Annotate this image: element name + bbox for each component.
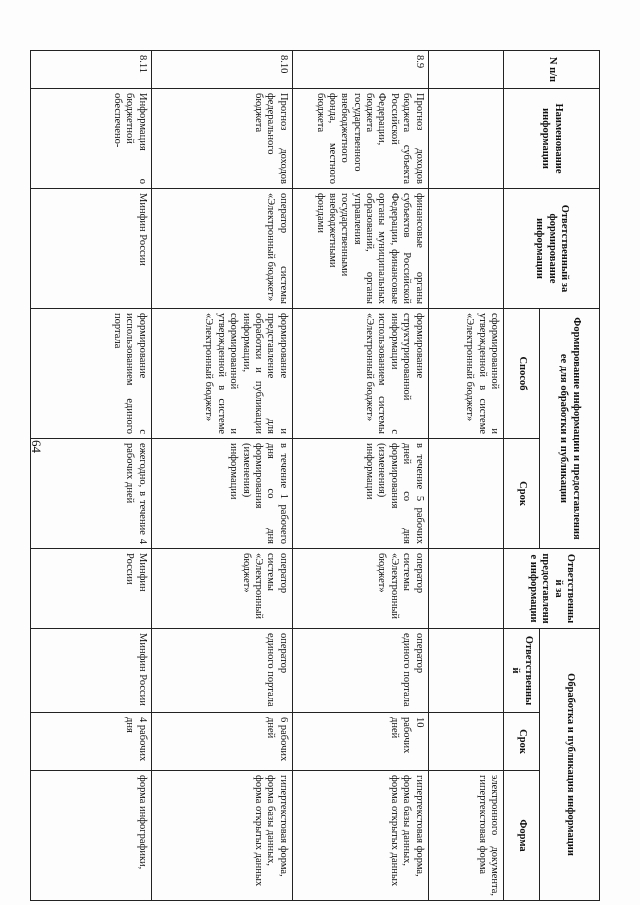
header-term2: Срок bbox=[504, 713, 540, 771]
cell-name bbox=[428, 89, 503, 189]
cell-responsible-provide: оператор системы «Электронный бюджет» bbox=[151, 549, 292, 629]
cell-method: формирование с использованием единого портала bbox=[31, 309, 152, 439]
header-responsible: Ответственный bbox=[504, 629, 540, 713]
header-form: Форма bbox=[504, 771, 540, 901]
cell-form: гипертекстовая форма, форма базы данных, форма открытых данных bbox=[151, 771, 292, 901]
page-number: 64 bbox=[29, 440, 44, 453]
cell-responsible: Минфин России bbox=[31, 629, 152, 713]
cell-responsible-provide: Минфин России bbox=[31, 549, 152, 629]
table-row bbox=[151, 51, 292, 901]
cell-term2: 6 рабочих дней bbox=[151, 713, 292, 771]
cell-term: ежегодно, в течение 4 рабочих дней bbox=[31, 439, 152, 549]
cell-form: гипертекстовая форма, форма базы данных, форма открытых данных bbox=[292, 771, 428, 901]
header-responsible-provide: Ответственный за предоставление информации bbox=[504, 549, 600, 629]
cell-name: Прогноз доходов бюджета субъекта Российской Федерации, бюджета государственного внебюджетного фонда, местного бюджета bbox=[292, 89, 428, 189]
cell-name: Прогноз доходов федерального бюджета bbox=[151, 89, 292, 189]
header-num: N п/п bbox=[504, 51, 600, 89]
header-method: Способ bbox=[504, 309, 540, 439]
cell-num bbox=[428, 51, 503, 89]
cell-responsible-form: оператор системы «Электронный бюджет» bbox=[151, 189, 292, 309]
cell-responsible-form: Минфин России bbox=[31, 189, 152, 309]
cell-method: формирование структурированной информации с использованием системы «Электронный бюджет» bbox=[292, 309, 428, 439]
cell-method: формирование и представление для обработки и публикации информации, сформированной и утвержденной в системе «Электронный бюджет» bbox=[151, 309, 292, 439]
cell-method: сформированной и утвержденной в системе «Электронный бюджет» bbox=[428, 309, 503, 439]
table-row bbox=[428, 51, 503, 901]
table-row bbox=[292, 51, 428, 901]
header-name: Наименование информации bbox=[504, 89, 600, 189]
data-table bbox=[30, 50, 600, 901]
cell-name: Информация о бюджетной обеспечено- bbox=[31, 89, 152, 189]
header-responsible-form: Ответственный за формирование информации bbox=[504, 189, 600, 309]
cell-responsible-form bbox=[428, 189, 503, 309]
header-formation-group: Формирование информации и предоставления ее для обработки и публикации bbox=[540, 309, 600, 549]
cell-responsible-form: финансовые органы субъектов Российской Федерации, финансовые органы муниципальных образований, органы управления государственными внебюджетными фондами bbox=[292, 189, 428, 309]
cell-responsible bbox=[428, 629, 503, 713]
cell-term2: 10 рабочих дней bbox=[292, 713, 428, 771]
cell-term2 bbox=[428, 713, 503, 771]
cell-term: в течение 1 рабочего дня со дня формирования (изменения) информации bbox=[151, 439, 292, 549]
cell-responsible: оператор единого портала bbox=[292, 629, 428, 713]
cell-responsible-provide: оператор системы «Электронный бюджет» bbox=[292, 549, 428, 629]
table-row bbox=[31, 51, 152, 901]
header-processing-group: Обработка и публикация информации bbox=[540, 629, 600, 901]
cell-num: 8.9 bbox=[292, 51, 428, 89]
cell-num: 8.11 bbox=[31, 51, 152, 89]
cell-num: 8.10 bbox=[151, 51, 292, 89]
cell-responsible-provide bbox=[428, 549, 503, 629]
rotated-table-sheet bbox=[30, 50, 600, 900]
cell-term: в течение 5 рабочих дней со дня формирования (изменения) информации bbox=[292, 439, 428, 549]
cell-form: форма инфографики, bbox=[31, 771, 152, 901]
cell-term bbox=[428, 439, 503, 549]
cell-form: электронного документа, гипертекстовая форма bbox=[428, 771, 503, 901]
cell-responsible: оператор единого портала bbox=[151, 629, 292, 713]
cell-term2: 4 рабочих дня bbox=[31, 713, 152, 771]
header-term: Срок bbox=[504, 439, 540, 549]
